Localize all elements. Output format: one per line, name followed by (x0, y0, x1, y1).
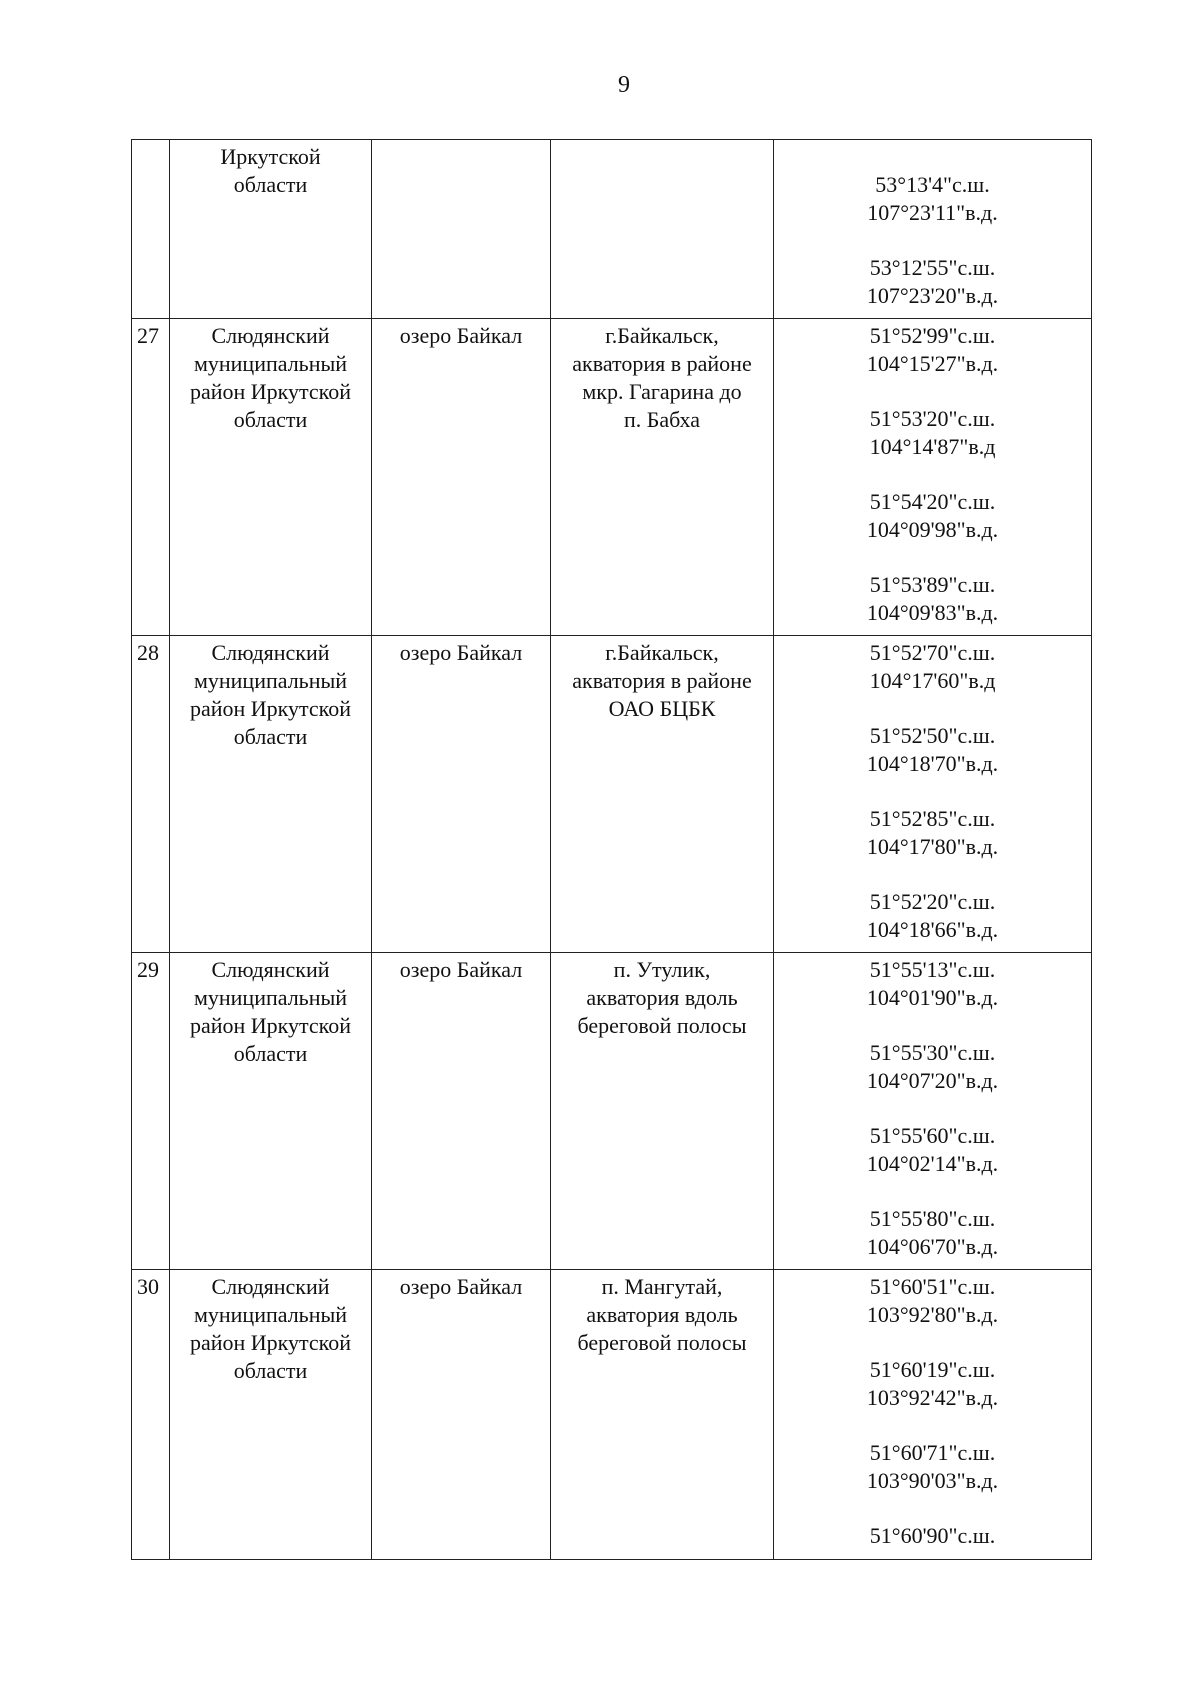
table-row-continuation (132, 140, 1092, 319)
location-cell (551, 636, 774, 953)
table-row (132, 636, 1092, 953)
longitude: 104°09'83"в.д. (866, 600, 999, 625)
longitude: 104°18'70"в.д. (866, 751, 999, 776)
coordinate-point (774, 639, 1091, 695)
location-line: береговой полосы (577, 1013, 747, 1038)
location-cell (551, 1270, 774, 1560)
latitude: 51°60'90"с.ш. (869, 1523, 996, 1548)
latitude: 51°54'20"с.ш. (869, 489, 996, 514)
location-line: п. Утулик, (613, 957, 711, 982)
longitude: 103°92'42"в.д. (866, 1385, 999, 1410)
location-line: мкр. Гагарина до (582, 379, 742, 404)
coordinate-point (774, 405, 1091, 461)
longitude: 107°23'20"в.д. (866, 283, 999, 308)
municipality-line: Слюдянский (211, 323, 330, 348)
latitude: 51°53'89"с.ш. (869, 572, 996, 597)
latitude: 51°60'51"с.ш. (869, 1274, 996, 1299)
location-line: ОАО БЦБК (608, 696, 716, 721)
longitude: 104°09'98"в.д. (866, 517, 999, 542)
coordinate-point (774, 1356, 1091, 1412)
page-number: 9 (618, 72, 630, 98)
location-line: г.Байкальск, (605, 640, 719, 665)
water-body-cell: озеро Байкал (372, 953, 551, 1270)
latitude: 51°60'19"с.ш. (869, 1357, 996, 1382)
municipality-line: области (233, 1358, 308, 1383)
municipality-cell (170, 140, 372, 319)
latitude: 51°55'80"с.ш. (869, 1206, 996, 1231)
latitude: 51°55'30"с.ш. (869, 1040, 996, 1065)
longitude: 104°06'70"в.д. (866, 1234, 999, 1259)
municipality-line: Слюдянский (211, 957, 330, 982)
coordinate-point (774, 722, 1091, 778)
municipality-line: области (233, 1041, 308, 1066)
location-line: акватория вдоль (586, 985, 738, 1010)
coordinate-point (774, 322, 1091, 378)
latitude: 53°13'4"с.ш. (875, 172, 990, 197)
municipality-line: области (233, 724, 308, 749)
table-row (132, 953, 1092, 1270)
municipality-line: Слюдянский (211, 640, 330, 665)
municipality-cell (170, 953, 372, 1270)
row-number-cell: 30 (132, 1270, 170, 1560)
coordinate-point (774, 571, 1091, 627)
municipality-line: муниципальный (193, 351, 348, 376)
municipality-line: район Иркутской (189, 379, 352, 404)
municipality-line: муниципальный (193, 1302, 348, 1327)
coordinate-point (774, 956, 1091, 1012)
location-line: п. Бабха (623, 407, 700, 432)
coordinates-cell (774, 636, 1092, 953)
row-number-cell (132, 140, 170, 319)
coordinate-point (774, 254, 1091, 310)
longitude: 104°01'90"в.д. (866, 985, 999, 1010)
latitude: 51°52'20"с.ш. (869, 889, 996, 914)
latitude: 51°55'13"с.ш. (869, 957, 996, 982)
latitude: 51°52'85"с.ш. (869, 806, 996, 831)
latitude: 51°52'70"с.ш. (869, 640, 996, 665)
longitude: 107°23'11"в.д. (867, 200, 998, 225)
water-body-cell: озеро Байкал (372, 319, 551, 636)
location-line: п. Мангутай, (601, 1274, 723, 1299)
longitude: 104°02'14"в.д. (866, 1151, 999, 1176)
coordinate-point (774, 1522, 1091, 1550)
location-line: акватория в районе (572, 351, 752, 376)
table-row (132, 319, 1092, 636)
coordinate-point (774, 171, 1091, 227)
longitude: 104°17'80"в.д. (866, 834, 999, 859)
location-line: акватория в районе (572, 668, 752, 693)
table-row (132, 1270, 1092, 1560)
location-line: акватория вдоль (586, 1302, 738, 1327)
coordinate-point (774, 1039, 1091, 1095)
municipality-line: район Иркутской (189, 1013, 352, 1038)
latitude: 51°52'50"с.ш. (869, 723, 996, 748)
municipality-cell (170, 1270, 372, 1560)
longitude: 104°15'27"в.д. (866, 351, 999, 376)
municipality-line: Слюдянский (211, 1274, 330, 1299)
longitude: 104°17'60"в.д (869, 668, 996, 693)
latitude: 51°55'60"с.ш. (869, 1123, 996, 1148)
coordinate-point (774, 1439, 1091, 1495)
row-number-cell: 27 (132, 319, 170, 636)
location-line: береговой полосы (577, 1330, 747, 1355)
municipality-line: муниципальный (193, 985, 348, 1010)
coordinate-point (774, 888, 1091, 944)
coordinates-cell (774, 319, 1092, 636)
latitude: 51°60'71"с.ш. (869, 1440, 996, 1465)
coordinate-point (774, 1122, 1091, 1178)
coordinate-point (774, 488, 1091, 544)
water-body-cell: озеро Байкал (372, 636, 551, 953)
longitude: 103°92'80"в.д. (866, 1302, 999, 1327)
municipality-cell (170, 319, 372, 636)
municipality-line: район Иркутской (189, 696, 352, 721)
municipality-line: области (233, 407, 308, 432)
row-number-cell: 29 (132, 953, 170, 1270)
longitude: 104°07'20"в.д. (866, 1068, 999, 1093)
coordinates-cell (774, 953, 1092, 1270)
location-cell (551, 953, 774, 1270)
location-cell (551, 319, 774, 636)
coordinate-point (774, 805, 1091, 861)
municipality-line: Иркутской (220, 144, 321, 169)
coordinates-table (131, 139, 1092, 1560)
municipality-line: области (233, 172, 308, 197)
latitude: 53°12'55"с.ш. (869, 255, 996, 280)
municipality-cell (170, 636, 372, 953)
coordinate-point (774, 1205, 1091, 1261)
longitude: 104°14'87"в.д (869, 434, 996, 459)
longitude: 103°90'03"в.д. (866, 1468, 999, 1493)
coordinates-cell (774, 140, 1092, 319)
water-body-cell (372, 140, 551, 319)
coordinate-point (774, 1273, 1091, 1329)
row-number-cell: 28 (132, 636, 170, 953)
coordinates-cell (774, 1270, 1092, 1560)
location-cell (551, 140, 774, 319)
water-body-cell: озеро Байкал (372, 1270, 551, 1560)
municipality-line: муниципальный (193, 668, 348, 693)
municipality-line: район Иркутской (189, 1330, 352, 1355)
latitude: 51°53'20"с.ш. (869, 406, 996, 431)
latitude: 51°52'99"с.ш. (869, 323, 996, 348)
location-line: г.Байкальск, (605, 323, 719, 348)
longitude: 104°18'66"в.д. (866, 917, 999, 942)
